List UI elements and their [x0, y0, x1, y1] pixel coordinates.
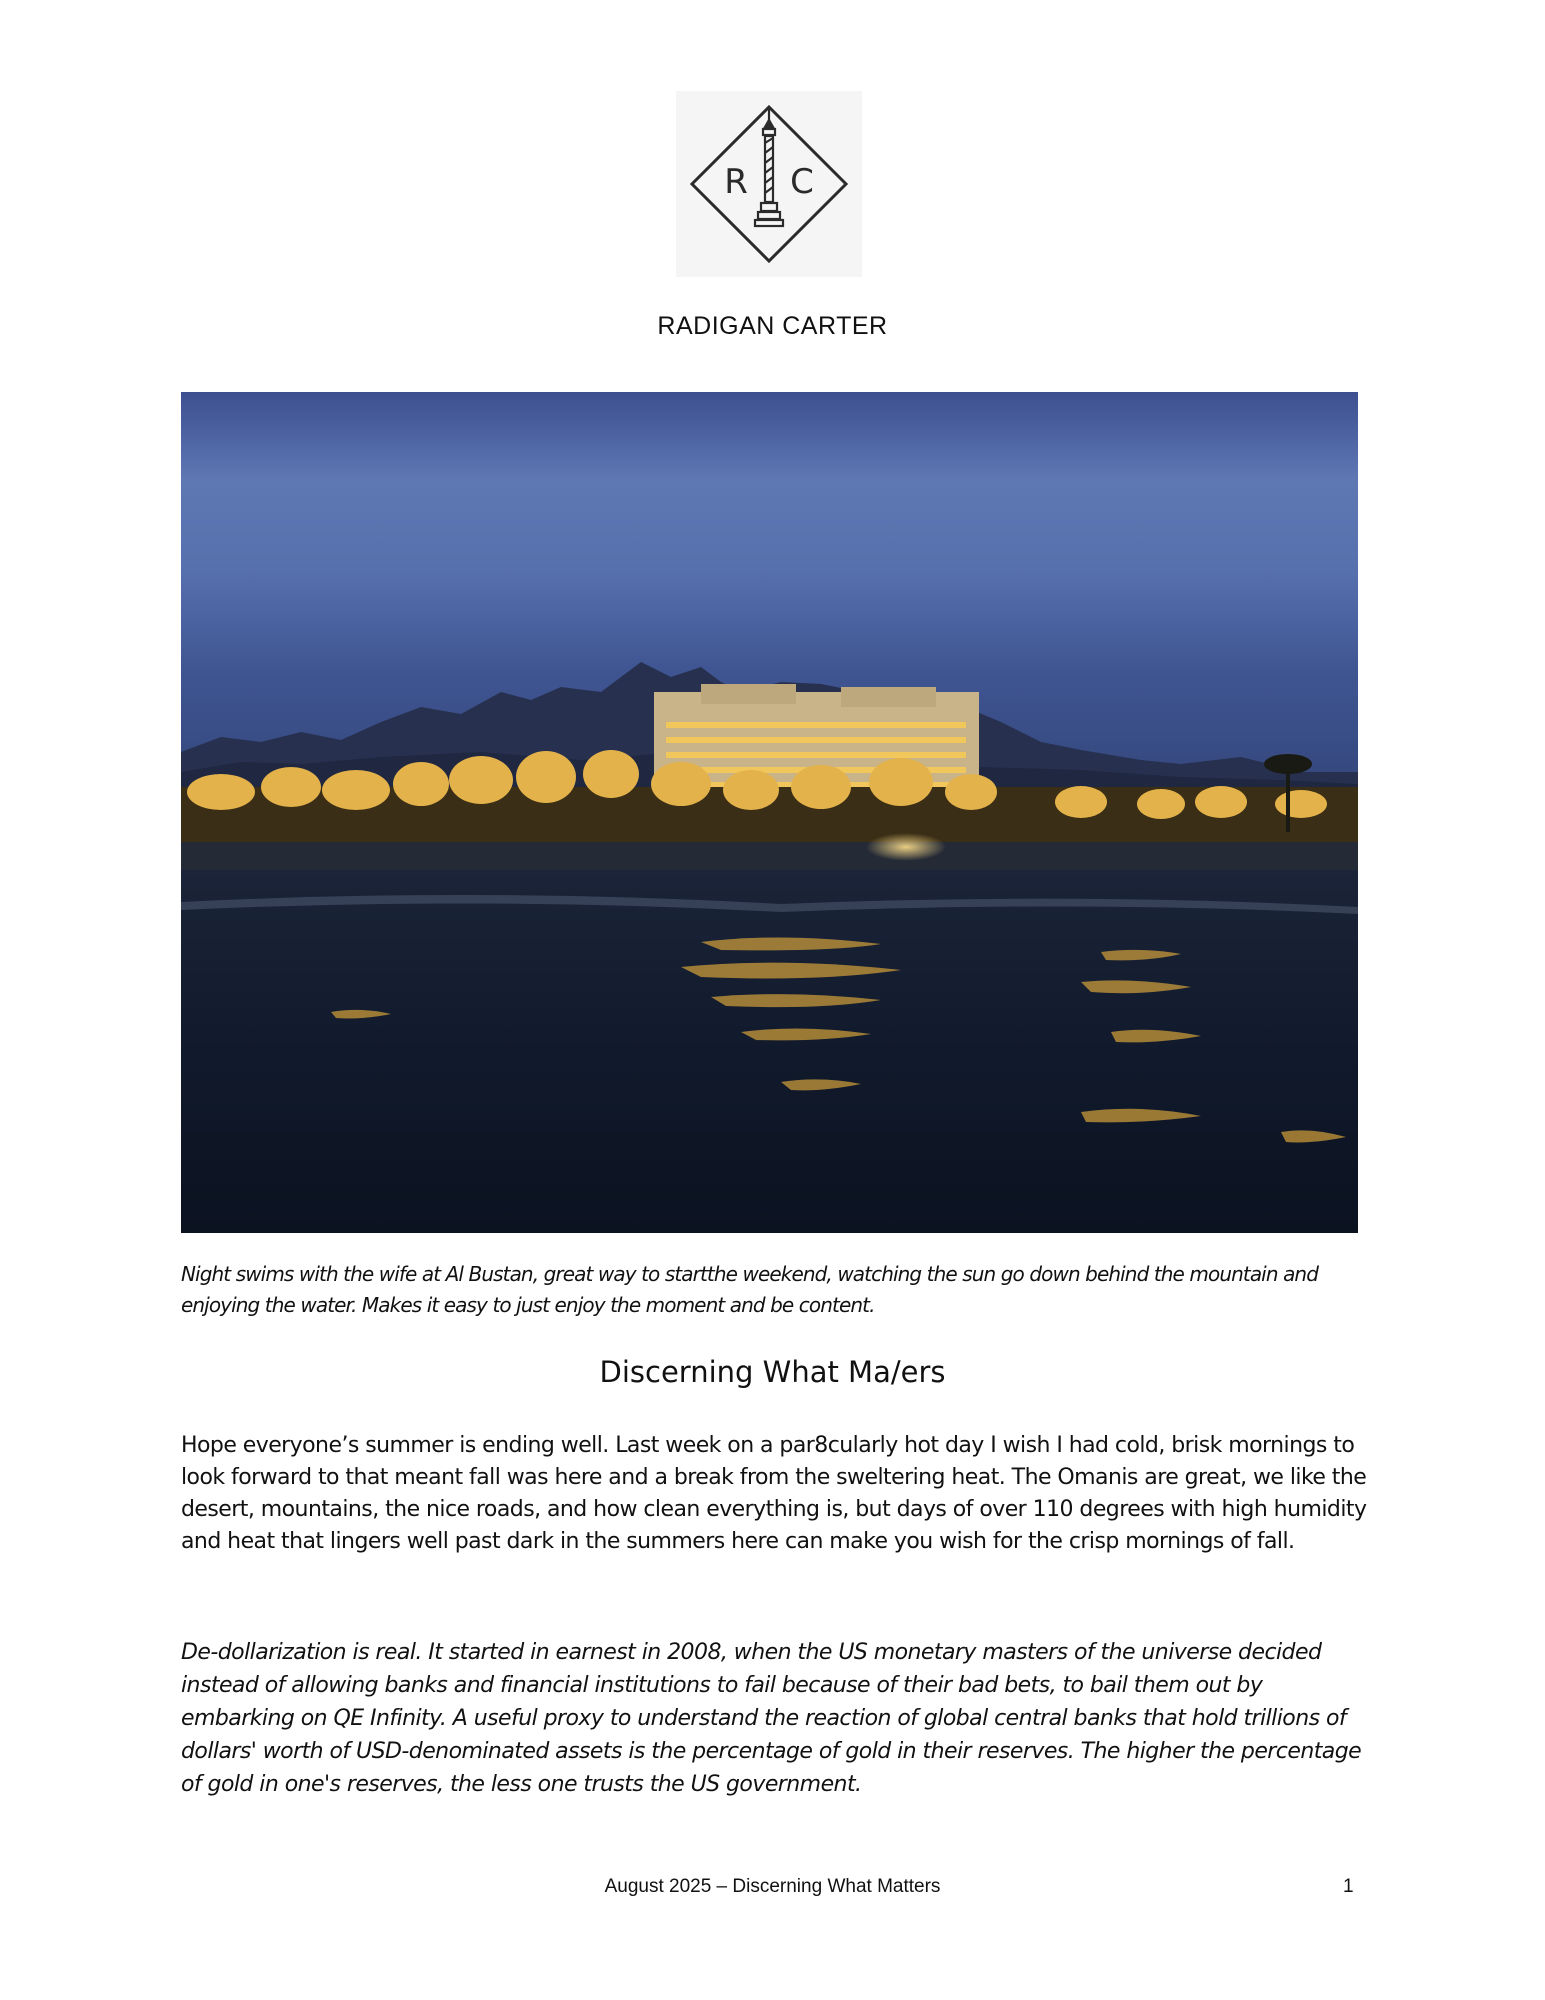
radigan-carter-logo [676, 91, 862, 277]
article-paragraph-italic: De-dollarization is real. It started in earnest in 2008, when the US monetary masters of the universe decided instead of allowing banks and financial institutions to fail because of their bad bets, to bail them out by embarking on QE Infinity. A useful proxy to understand the reaction of global central banks that hold trillions of dollars' worth of USD-denominated assets is the percentage of gold in their reserves. The higher the percentage of gold in one's reserves, the less one trusts the US government. [181, 1640, 1362, 1797]
article-title: Discerning What Ma/ers [599, 1355, 946, 1389]
photo-caption: Night swims with the wife at Al Bustan, great way to startthe weekend, watching the sun go down behind the mountain and enjoying the water. Makes it easy to just enjoy the moment and be content. [181, 1262, 1319, 1317]
article-paragraph: Hope everyone’s summer is ending well. Last week on a par8cularly hot day I wish I had cold, brisk mornings to look forward to that meant fall was here and a break from the sweltering heat. The Omanis are great, we like the desert, mountains, the nice roads, and how clean everything is, but days of over 110 degrees with high humidity and heat that lingers well past dark in the summers here can make you wish for the crisp mornings of fall. [181, 1433, 1367, 1554]
page-footer: August 2025 – Discerning What Matters [604, 1876, 941, 1897]
logo-letter-c: C [790, 162, 814, 202]
night-resort-photo [181, 392, 1358, 1233]
brand-name: RADIGAN CARTER [657, 312, 888, 340]
logo-letter-r: R [724, 162, 748, 202]
page-number: 1 [1343, 1876, 1354, 1897]
